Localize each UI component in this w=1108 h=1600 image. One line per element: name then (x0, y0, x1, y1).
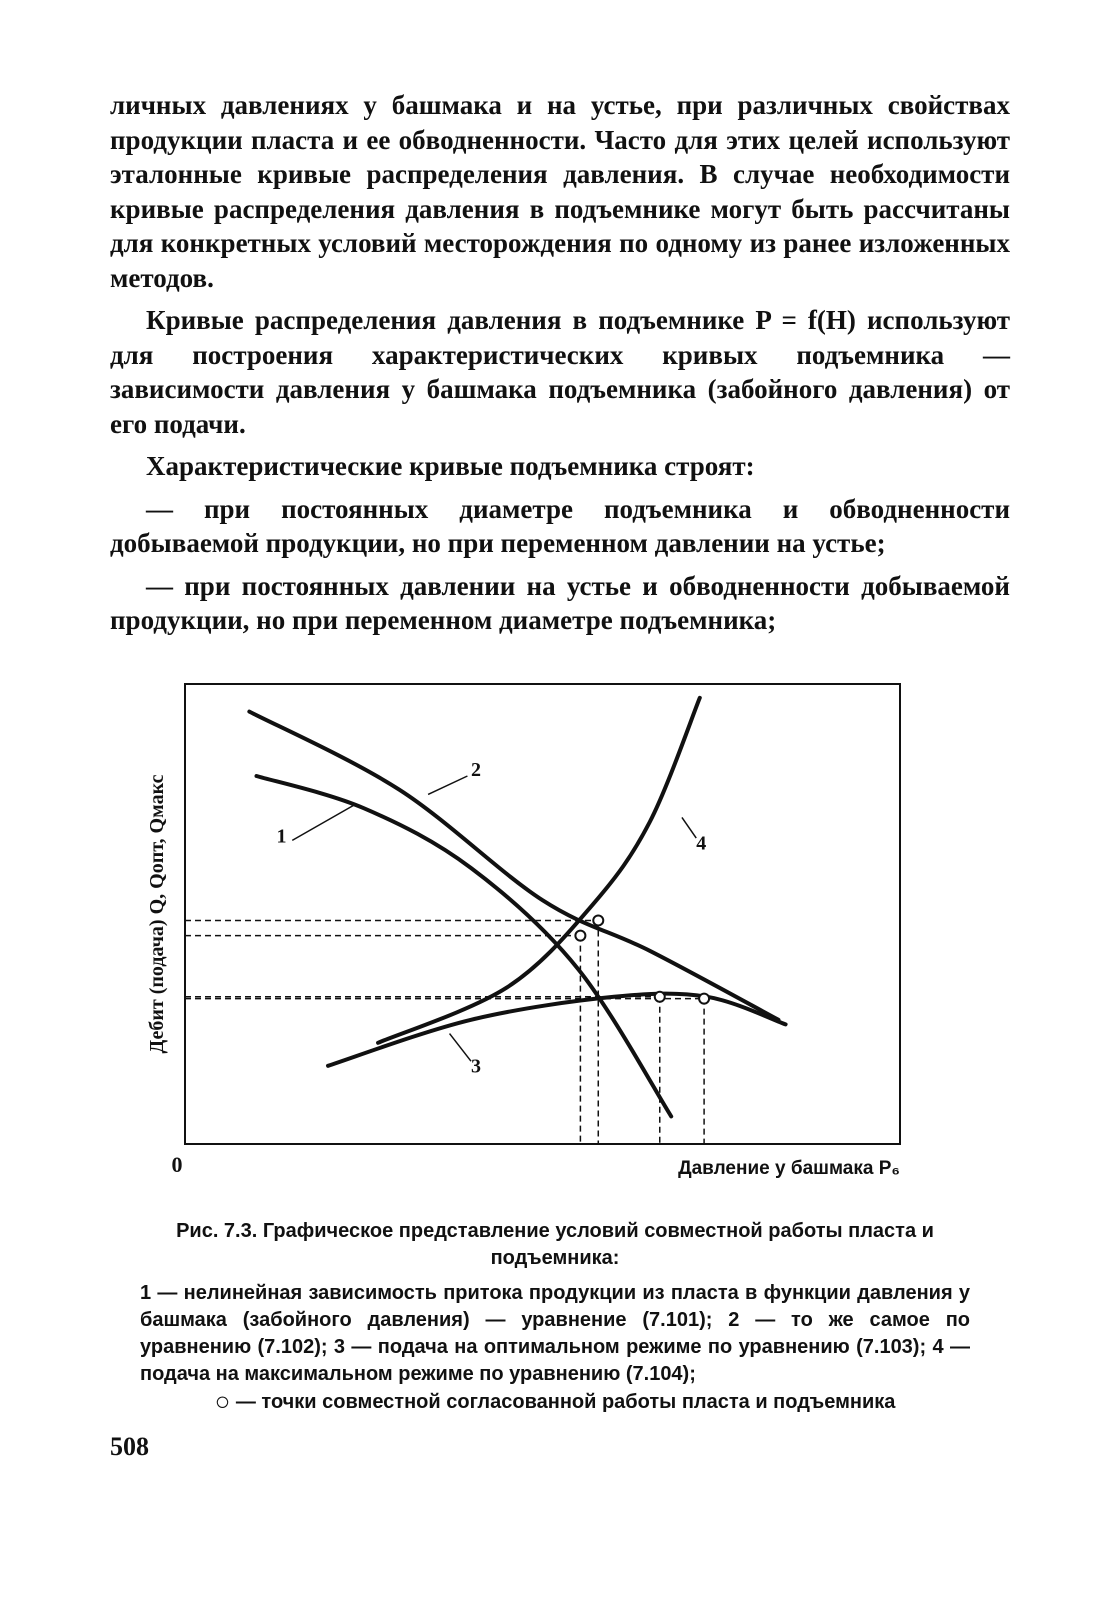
paragraph-4: — при постоянных диаметре подъемника и обводненности добываемой продукции, но при переменном давлении на устье; (110, 493, 1010, 558)
page-number: 508 (110, 1432, 149, 1461)
leader-4 (682, 817, 696, 838)
caption-legend: 1 — нелинейная зависимость притока продукции из пласта в функции давления у башмака (забойного давления) — уравнение (7.101); 2 — то же самое по уравнению (7.102); 3 — подача на оптимальном режиме по уравнению (7.103); 4 — подача на максимальном режиме по уравнению (7.104); (140, 1282, 970, 1385)
caption-marker-line (140, 1388, 970, 1416)
caption-marker-text: — точки совместной согласованной работы пласта и подъемника (235, 1391, 896, 1413)
curve-label-3: 3 (471, 1055, 481, 1078)
intersection-point-4 (699, 994, 709, 1004)
body-text (110, 88, 1010, 646)
figure-7-3 (130, 670, 950, 1210)
x-axis-label: Давление у башмака P₆ (678, 1158, 900, 1179)
caption-title: Рис. 7.3. Графическое представление условий совместной работы пласта и подъемника: (176, 1220, 934, 1269)
paragraph-3: Характеристические кривые подъемника строят: (146, 451, 755, 481)
origin-label: 0 (171, 1152, 183, 1177)
paragraph-5: — при постоянных давлении на устье и обводненности добываемой продукции, но при переменном диаметре подъемника; (110, 570, 1010, 635)
paragraph-2: Кривые распределения давления в подъемнике P = f(H) используют для построения характеристических кривых подъемника — зависимости давления у башмака подъемника (забойного давления) от его подачи. (110, 305, 1010, 439)
leader-3 (450, 1034, 471, 1062)
curve-4 (378, 698, 700, 1043)
plot-frame (185, 684, 900, 1144)
curve-3 (328, 994, 786, 1066)
chart (130, 670, 950, 1210)
y-axis-label: Дебит (подача) Q, Qопт, Qмакс (146, 774, 168, 1054)
curve-label-1: 1 (276, 825, 287, 848)
curve-1 (257, 776, 672, 1116)
curve-label-4: 4 (696, 832, 707, 855)
curve-2 (249, 712, 778, 1020)
leader-1 (292, 804, 356, 841)
intersection-point-2 (575, 931, 585, 941)
paragraph-1: личных давлениях у башмака и на устье, при различных свойствах продукции пласта и ее обводненности. Часто для этих целей используют эталонные кривые распределения давления. В случае необходимости кривые распределения давления в подъемнике могут быть рассчитаны для конкретных условий месторождения по одному из ранее изложенных методов. (110, 90, 1010, 293)
curve-label-2: 2 (471, 759, 481, 781)
figure-caption (140, 1218, 970, 1416)
circle-marker-icon: ○ (214, 1386, 231, 1416)
intersection-point-3 (655, 992, 665, 1002)
intersection-point-1 (593, 915, 603, 925)
leader-2 (428, 776, 467, 794)
